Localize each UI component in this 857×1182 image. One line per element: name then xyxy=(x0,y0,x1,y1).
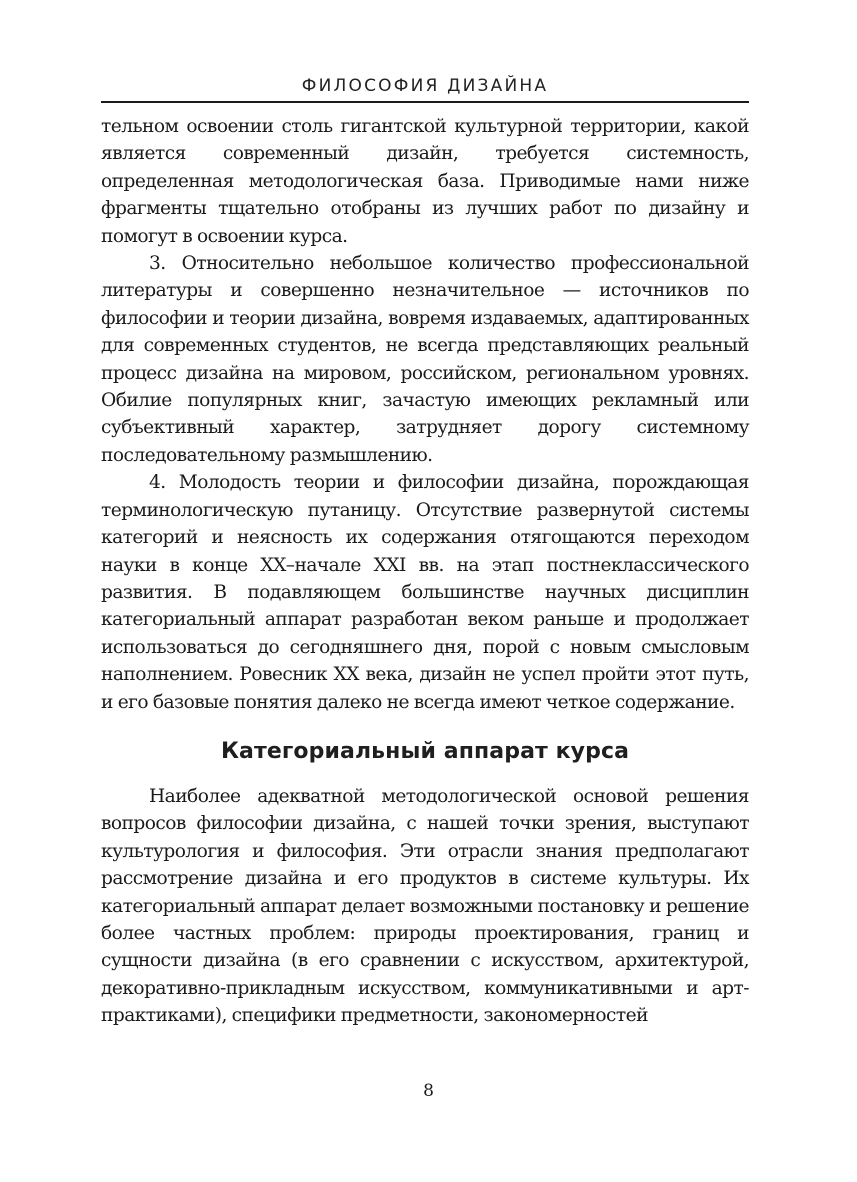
section-paragraph: Наиболее адекватной методологической основой решения вопросов философии дизайна, с нашей точки зрения, выступают культурология и философия. Эти отрасли знания предполагают рассмотрение дизайна и его продуктов в системе культуры. Их категориальный аппарат делает возможными постановку и решение более частных проблем: природы проектирования, границ и сущности дизайна (в его сравнении с искусством, архитектурой, декоративно-прикладным искусством, коммуникативными и арт-практиками), специфики предметности, закономерностей xyxy=(101,785,749,1027)
paragraph-point-4: 4. Молодость теории и философии дизайна, порождающая терминологическую путаницу. Отсутствие развернутой системы категорий и неясность их содержания отягощаются переходом науки в конце XX–начале XXI вв. на этап постнеклассического развития. В подавляющем большинстве научных дисциплин категориальный аппарат разработан веком раньше и продолжает использоваться до сегодняшнего дня, порой с новым смысловым наполнением. Ровесник XX века, дизайн не успел пройти этот путь, и его базовые понятия далеко не всегда имеют четкое содержание. xyxy=(101,472,749,713)
running-head: ФИЛОСОФИЯ ДИЗАЙНА xyxy=(301,76,549,96)
paragraph-continued: тельном освоении столь гигантской культурной территории, какой является современный дизайн, требуется системность, определенная методологическая база. Приводимые нами ниже фрагменты тщательно отобраны из лучших работ по дизайну и помогут в освоении курса. xyxy=(101,116,749,247)
section-heading: Категориальный аппарат курса xyxy=(220,738,630,764)
paragraph-point-3: 3. Относительно небольшое количество профессиональной литературы и совершенно незначительное — источников по философии и теории дизайна, вовремя издаваемых, адаптированных для современных студентов, не всегда представляющих реальный процесс дизайна на мировом, российском, региональном уровнях. Обилие популярных книг, зачастую имеющих рекламный или субъективный характер, затрудняет дорогу системному последовательному размышлению. xyxy=(101,253,749,466)
page-number: 8 xyxy=(423,1081,434,1101)
book-page xyxy=(101,74,749,1030)
header-rule xyxy=(101,101,749,103)
